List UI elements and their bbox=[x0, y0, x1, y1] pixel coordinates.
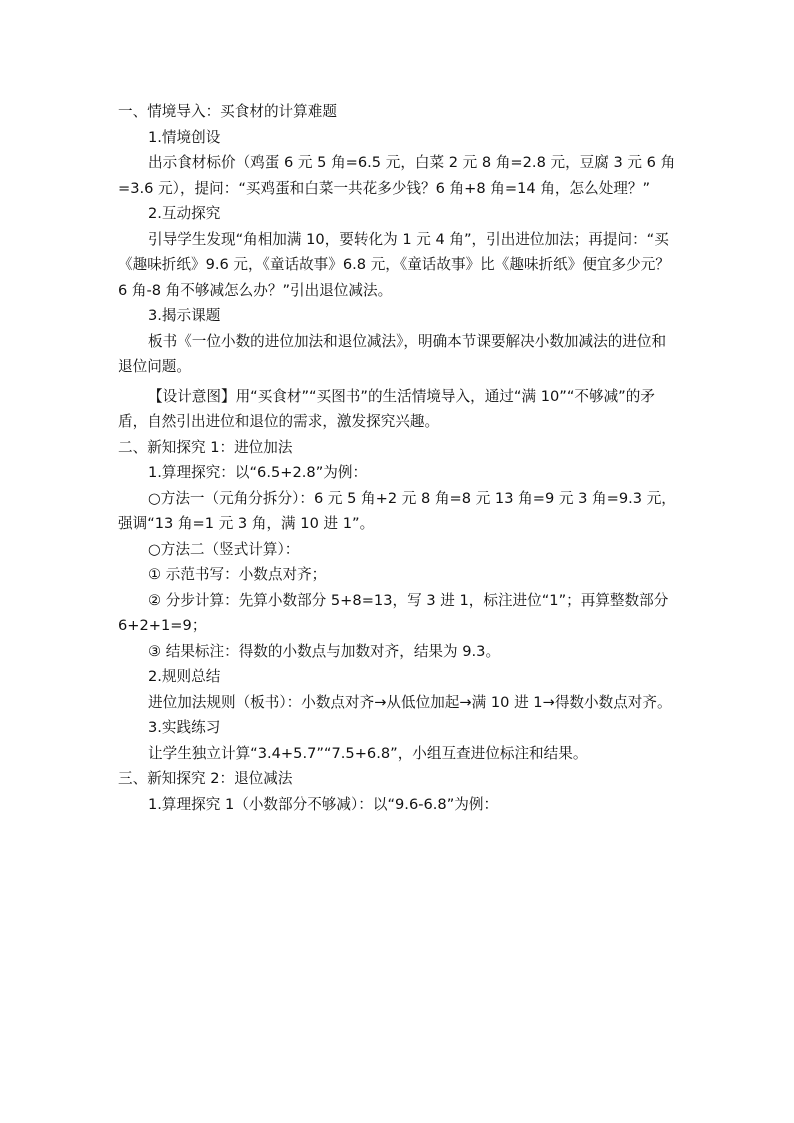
step-1: ① 示范书写：小数点对齐； bbox=[148, 566, 327, 583]
subsection-title-2-1: 1.算理探究：以“6.5+2.8”为例： bbox=[148, 464, 368, 481]
subsection-title-3-1: 1.算理探究 1（小数部分不够减）：以“9.6-6.8”为例： bbox=[148, 795, 499, 813]
subsection-title-2-2: 2.规则总结 bbox=[148, 668, 221, 685]
document-body bbox=[118, 99, 678, 817]
subsection-title-1-2: 2.互动探究 bbox=[148, 205, 221, 222]
paragraph-2-3: 让学生独立计算“3.4+5.7”“7.5+6.8”，小组互查进位标注和结果。 bbox=[148, 744, 588, 762]
paragraph-1-2: 引导学生发现“角相加满 10，要转化为 1 元 4 角”，引出进位加法；再提问：“买《趣味折纸》9.6 元，《童话故事》6.8 元，《童话故事》比《趣味折纸》便宜多少元？6 角-8 角不够减怎么办？”引出退位减法。 bbox=[118, 230, 670, 299]
step-2: ② 分步计算：先算小数部分 5+8=13，写 3 进 1，标注进位“1”；再算整数部分 6+2+1=9； bbox=[118, 591, 669, 634]
step-3: ③ 结果标注：得数的小数点与加数对齐，结果为 9.3。 bbox=[148, 642, 501, 660]
method-two-title: ○方法二（竖式计算）： bbox=[148, 540, 300, 558]
section-heading-3: 三、新知探究 2：退位减法 bbox=[118, 770, 293, 787]
paragraph-2-2: 进位加法规则（板书）：小数点对齐→从低位加起→满 10 进 1→得数小数点对齐。 bbox=[148, 693, 672, 711]
paragraph-1-3: 板书《一位小数的进位加法和退位减法》，明确本节课要解决小数加减法的进位和退位问题。 bbox=[118, 332, 667, 375]
subsection-title-2-3: 3.实践练习 bbox=[148, 719, 221, 736]
subsection-title-1-3: 3.揭示课题 bbox=[148, 307, 221, 324]
design-intent-paragraph: 【设计意图】用“买食材”“买图书”的生活情境导入，通过“满 10”“不够减”的矛盾，自然引出进位和退位的需求，激发探究兴趣。 bbox=[118, 387, 655, 430]
section-heading-2: 二、新知探究 1：进位加法 bbox=[118, 438, 293, 456]
method-one-paragraph: ○方法一（元角分拆分）：6 元 5 角+2 元 8 角=8 元 13 角=9 元 3 角=9.3 元，强调“13 角=1 元 3 角，满 10 进 1”。 bbox=[118, 489, 676, 532]
subsection-title-1-1: 1.情境创设 bbox=[148, 128, 221, 146]
paragraph-1-1: 出示食材标价（鸡蛋 6 元 5 角=6.5 元，白菜 2 元 8 角=2.8 元，豆腐 3 元 6 角=3.6 元），提问：“买鸡蛋和白菜一共花多少钱？6 角+8 角=14 角，怎么处理？” bbox=[118, 154, 676, 197]
section-heading-1: 一、情境导入：买食材的计算难题 bbox=[118, 103, 337, 120]
